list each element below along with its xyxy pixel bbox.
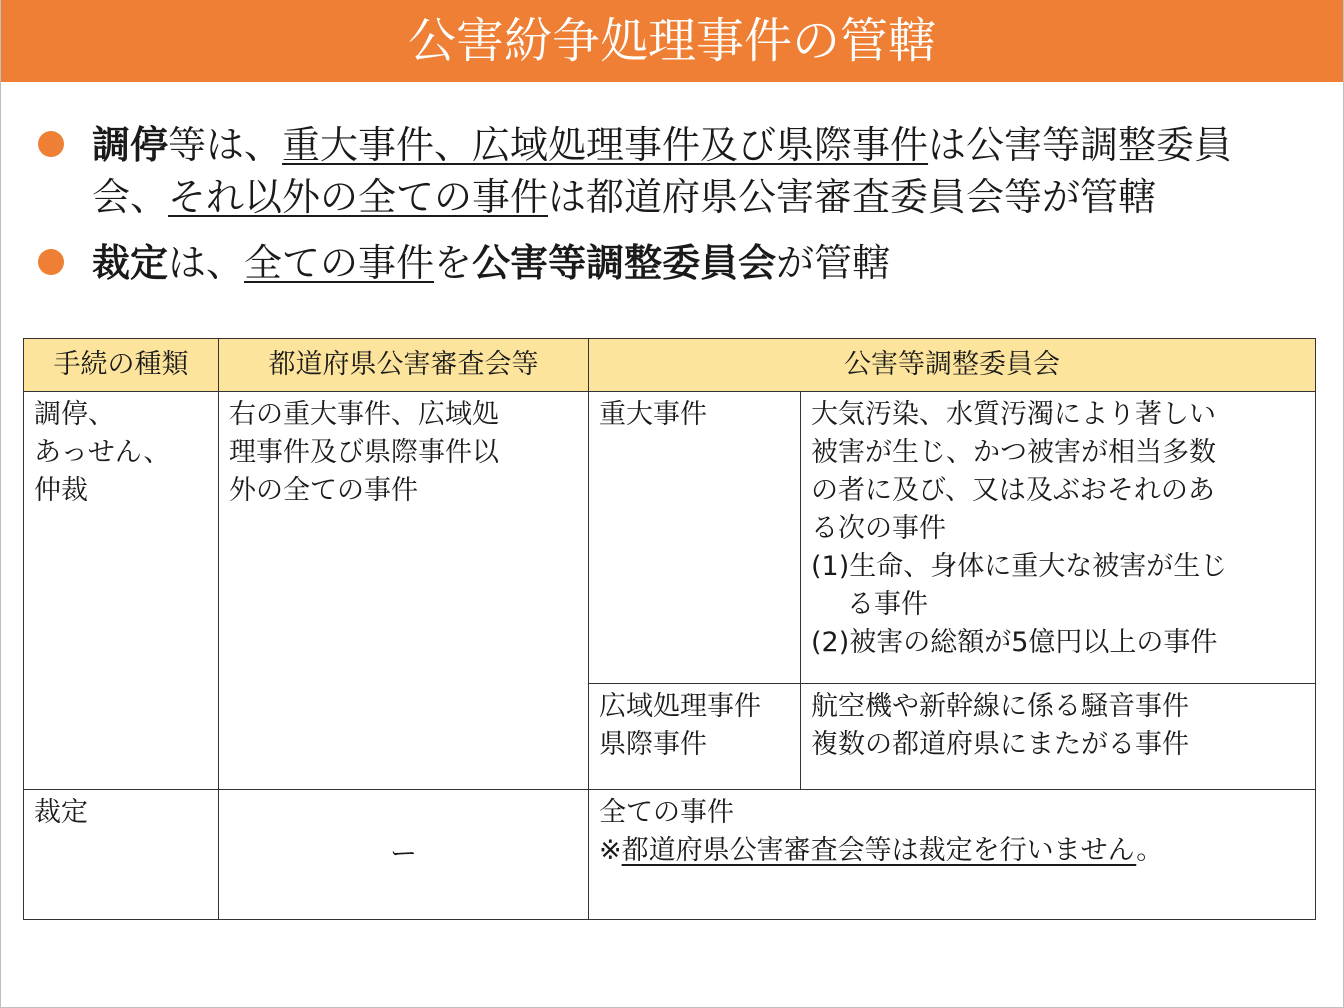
line: 大気汚染、水質汚濁により著しい bbox=[811, 399, 1216, 430]
text: は都道府県公害審査委員会等が管轄 bbox=[548, 175, 1157, 219]
line: 理事件及び県際事件以 bbox=[229, 437, 499, 468]
text: が管轄 bbox=[776, 241, 891, 285]
text: は公害等調整委員 bbox=[928, 123, 1233, 167]
text: 等は、 bbox=[168, 123, 283, 167]
text: を bbox=[434, 241, 473, 285]
line: 外の全ての事件 bbox=[229, 475, 418, 506]
text: は、 bbox=[168, 241, 245, 285]
cell-wide-description bbox=[801, 684, 1316, 790]
note-text: 都道府県公害審査会等は裁定を行いません bbox=[621, 835, 1137, 866]
line: る次の事件 bbox=[811, 513, 946, 544]
line: (1)生命、身体に重大な被害が生じ bbox=[811, 551, 1228, 582]
line: 被害が生じ、かつ被害が相当多数 bbox=[811, 437, 1216, 468]
table-row-adjudication bbox=[24, 790, 1316, 920]
cell-major-description bbox=[801, 392, 1316, 684]
term-adjudication: 裁定 bbox=[92, 241, 169, 285]
line: 航空機や新幹線に係る騒音事件 bbox=[811, 691, 1189, 722]
term-mediation: 調停 bbox=[92, 123, 169, 167]
underlined-major-cases: 重大事件、広域処理事件及び県際事件 bbox=[282, 123, 929, 167]
line: る事件 bbox=[847, 589, 928, 620]
cell-type-adjudication: 裁定 bbox=[24, 790, 219, 920]
term-committee: 公害等調整委員会 bbox=[472, 241, 777, 285]
bullet-2 bbox=[92, 239, 890, 287]
cell-committee-adjudication bbox=[589, 790, 1316, 920]
line: 複数の都道府県にまたがる事件 bbox=[811, 729, 1189, 760]
line: 広域処理事件 bbox=[599, 691, 761, 722]
cell-major-label: 重大事件 bbox=[589, 392, 801, 684]
header-row bbox=[24, 339, 1316, 392]
adjudication-note bbox=[599, 832, 1305, 870]
line: の者に及び、又は及ぶおそれのあ bbox=[811, 475, 1215, 506]
cell-prefecture-mediation bbox=[219, 392, 589, 790]
text: 会、 bbox=[92, 175, 169, 219]
line: 調停、 bbox=[34, 399, 115, 430]
line: 全ての事件 bbox=[599, 797, 734, 828]
underlined-other-cases: それ以外の全ての事件 bbox=[168, 175, 549, 219]
bullet-1-line-2 bbox=[92, 173, 1156, 221]
underlined-all-cases: 全ての事件 bbox=[244, 241, 435, 285]
line: 右の重大事件、広域処 bbox=[229, 399, 499, 430]
note-mark: ※ bbox=[599, 835, 622, 866]
line: 県際事件 bbox=[599, 729, 707, 760]
bullet-dot-2 bbox=[38, 249, 64, 275]
bullet-dot-1 bbox=[38, 131, 64, 157]
cell-prefecture-adjudication: ー bbox=[219, 790, 589, 920]
line: あっせん、 bbox=[34, 437, 171, 468]
line: 仲裁 bbox=[34, 475, 88, 506]
note-end: 。 bbox=[1136, 835, 1164, 866]
bullet-1-line-1 bbox=[92, 121, 1232, 169]
table-row-mediation bbox=[24, 392, 1316, 684]
header-procedure-type: 手続の種類 bbox=[24, 339, 219, 392]
line: (2)被害の総額が5億円以上の事件 bbox=[811, 627, 1218, 658]
header-committee: 公害等調整委員会 bbox=[589, 339, 1316, 392]
header-prefecture: 都道府県公害審査会等 bbox=[219, 339, 589, 392]
cell-type-mediation bbox=[24, 392, 219, 790]
cell-wide-label bbox=[589, 684, 801, 790]
jurisdiction-table bbox=[23, 338, 1316, 920]
slide-title: 公害紛争処理事件の管轄 bbox=[1, 0, 1343, 82]
